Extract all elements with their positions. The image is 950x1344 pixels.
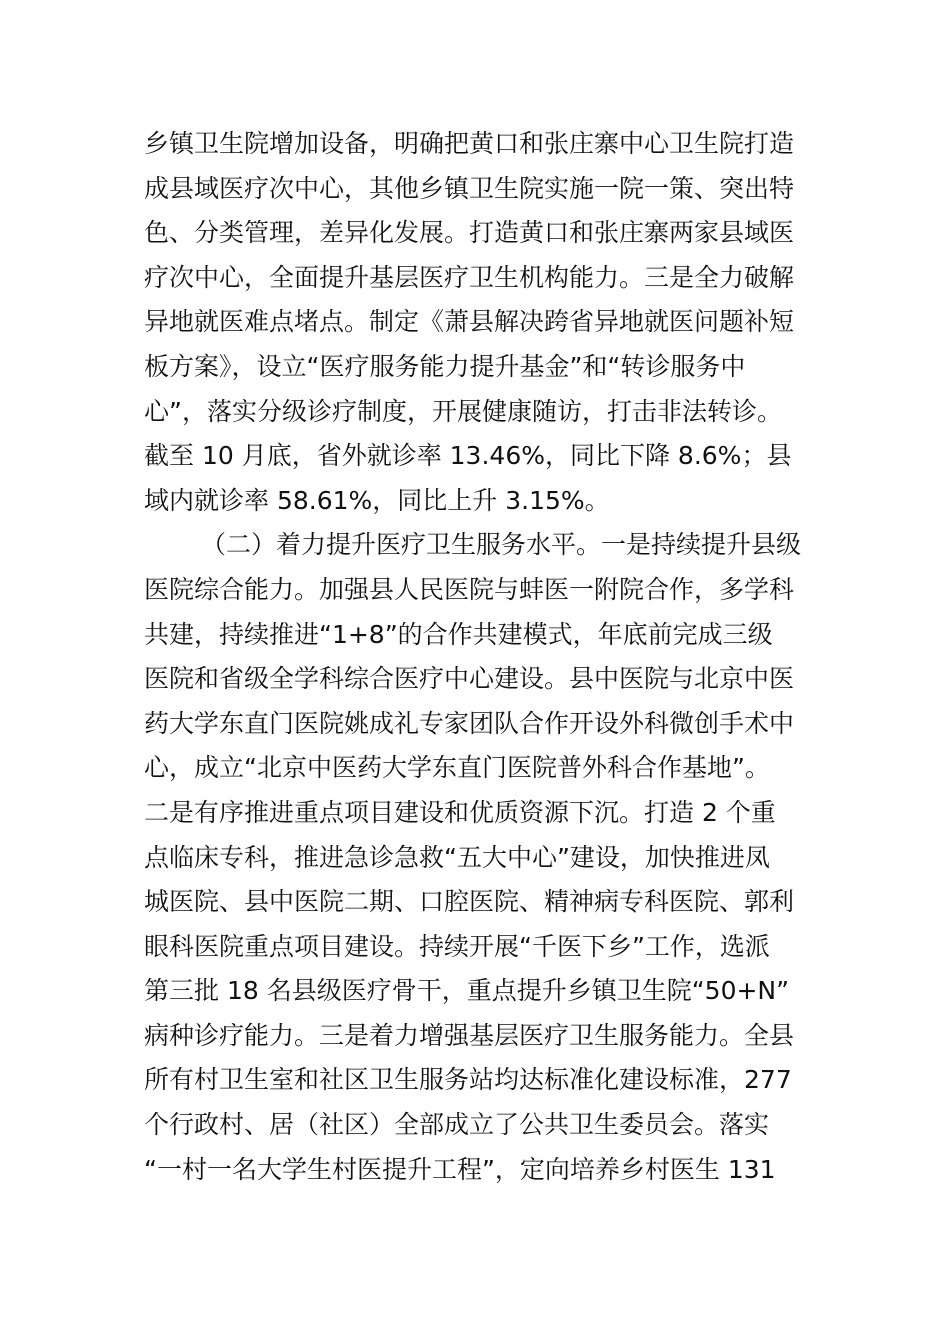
- text-line-1: 乡镇卫生院增加设备，明确把黄口和张庄寨中心卫生院打造: [144, 129, 795, 158]
- text-line-9: 域内就诊率 58.61%，同比上升 3.15%。: [144, 485, 610, 515]
- text-line-18: 城医院、县中医院二期、口腔医院、精神病专科医院、郭利: [144, 887, 795, 917]
- text-line-15: 心，成立“北京中医药大学东直门医院普外科合作基地”。: [144, 753, 770, 783]
- text-line-22: 所有村卫生室和社区卫生服务站均达标准化建设标准，277: [144, 1065, 792, 1095]
- text-line-8: 截至 10 月底，省外就诊率 13.46%，同比下降 8.6%；县: [144, 441, 792, 471]
- text-line-17: 点临床专科，推进急诊急救“五大中心”建设，加快推进凤: [144, 842, 770, 872]
- text-line-12: 共建，持续推进“1+8”的合作共建模式，年底前完成三级: [144, 619, 773, 649]
- text-line-20: 第三批 18 名县级医疗骨干，重点提升乡镇卫生院“50+N”: [144, 976, 790, 1006]
- text-line-13: 医院和省级全学科综合医疗中心建设。县中医院与北京中医: [144, 664, 795, 694]
- text-line-4: 疗次中心，全面提升基层医疗卫生机构能力。三是全力破解: [144, 262, 795, 292]
- text-line-14: 药大学东直门医院姚成礼专家团队合作开设外科微创手术中: [144, 708, 795, 738]
- text-line-3: 色、分类管理，差异化发展。打造黄口和张庄寨两家县域医: [144, 218, 795, 248]
- text-line-23: 个行政村、居（社区）全部成立了公共卫生委员会。落实: [144, 1110, 770, 1140]
- text-line-16: 二是有序推进重点项目建设和优质资源下沉。打造 2 个重: [144, 797, 776, 827]
- text-line-24: “一村一名大学生村医提升工程”，定向培养乡村医生 131: [144, 1154, 776, 1184]
- text-line-19: 眼科医院重点项目建设。持续开展“千医下乡”工作，选派: [144, 931, 770, 961]
- text-line-2: 成县域医疗次中心，其他乡镇卫生院实施一院一策、突出特: [144, 173, 795, 203]
- text-line-21: 病种诊疗能力。三是着力增强基层医疗卫生服务能力。全县: [144, 1020, 795, 1050]
- text-line-5: 异地就医难点堵点。制定《萧县解决跨省异地就医问题补短: [144, 307, 795, 337]
- section-heading-line: （二）着力提升医疗卫生服务水平。一是持续提升县级: [201, 530, 802, 560]
- text-line-11: 医院综合能力。加强县人民医院与蚌医一附院合作，多学科: [144, 574, 795, 604]
- text-line-7: 心”，落实分级诊疗制度，开展健康随访，打击非法转诊。: [144, 396, 782, 426]
- text-line-6: 板方案》，设立“医疗服务能力提升基金”和“转诊服务中: [144, 351, 746, 381]
- body-text: [144, 122, 812, 1192]
